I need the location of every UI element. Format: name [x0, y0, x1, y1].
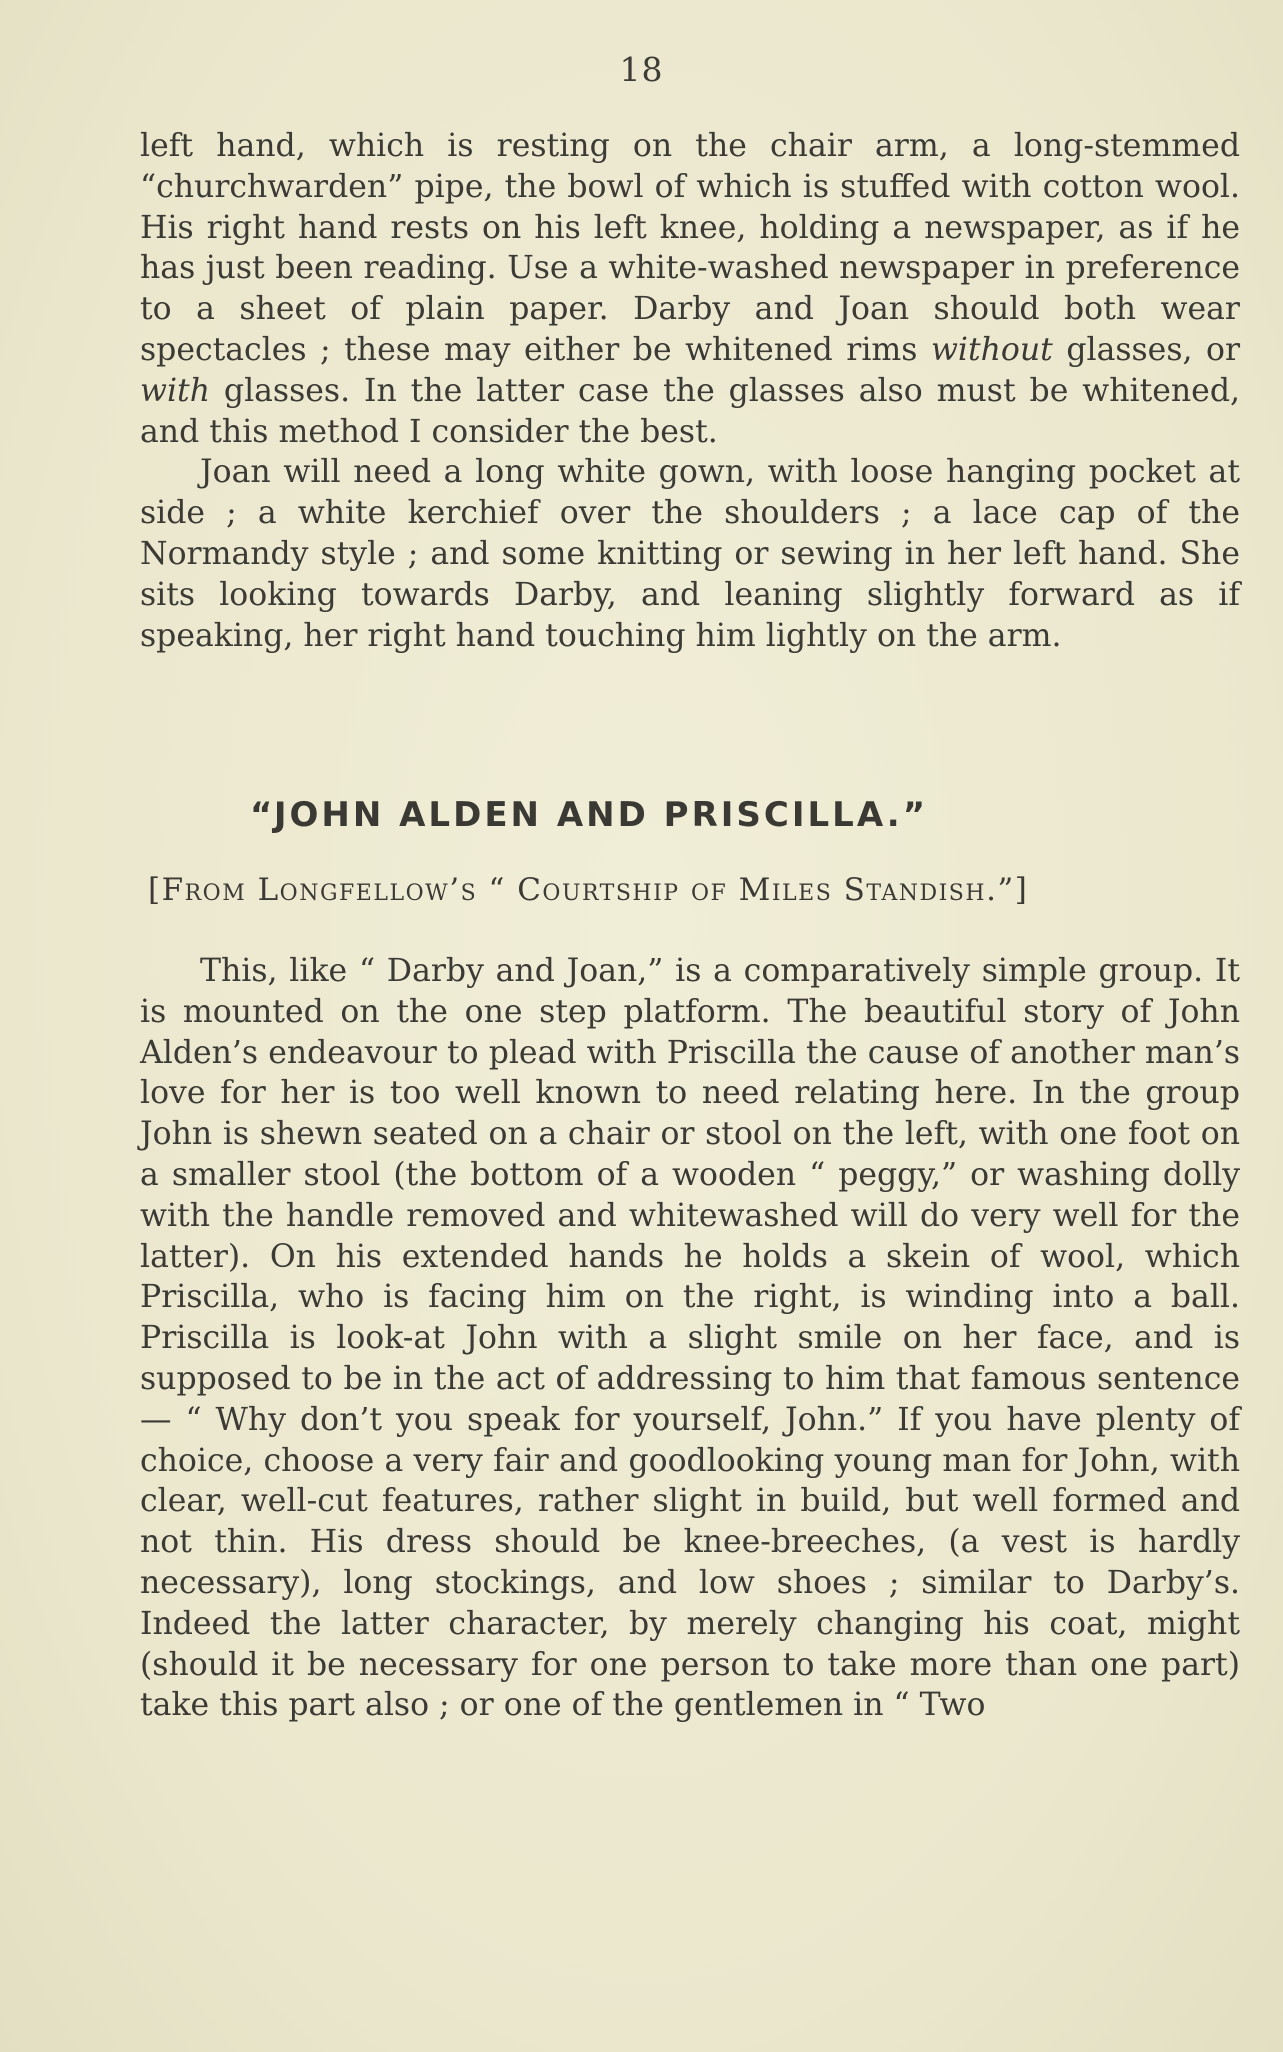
- page-number: 18: [619, 50, 664, 89]
- emphasis-without: without: [930, 331, 1053, 368]
- paragraph-text: glasses. In the latter case the glasses also must be whitened, and this method I consider the best.: [140, 372, 1240, 450]
- section-heading: “JOHN ALDEN AND PRISCILLA.”: [250, 795, 929, 835]
- paragraph-john-alden: This, like “ Darby and Joan,” is a comparatively simple group. It is mounted on the one step platform. The beautiful story of John Alden’s endeavour to plead with Priscilla the cause of another man’s love for her is too well known to need relating here. In the group John is shewn seated on a chair or stool on the left, with one foot on a smaller stool (the bottom of a wooden “ peggy,” or washing dolly with the handle removed and whitewashed will do very well for the latter). On his extended hands he holds a skein of wool, which Priscilla, who is facing him on the right, is winding into a ball. Priscilla is look-at John with a slight smile on her face, and is supposed to be in the act of addressing to him that famous sentence— “ Why don’t you speak for yourself, John.” If you have plenty of choice, choose a very fair and goodlooking young man for John, with clear, well-cut features, rather slight in build, but well formed and not thin. His dress should be knee-breeches, (a vest is hardly necessary), long stockings, and low shoes ; similar to Darby’s. Indeed the latter character, by merely changing his coat, might (should it be necessary for one person to take more than one part) take this part also ; or one of the gentlemen in “ Two: [140, 953, 1240, 1724]
- paragraph-darby-pipe: [140, 126, 1240, 452]
- section-subheading: [From Longfellow’s “ Courtship of Miles Standish.”]: [148, 872, 1029, 908]
- text-block-bottom: [140, 951, 1240, 1726]
- paragraph-text: glasses, or: [1052, 331, 1240, 368]
- text-block-top: [140, 126, 1240, 656]
- paragraph-joan-costume: Joan will need a long white gown, with loose hanging pocket at side ; a white kerchief over the shoulders ; a lace cap of the Normandy style ; and some knitting or sewing in her left hand. She sits looking towards Darby, and leaning slightly forward as if speaking, her right hand touching him lightly on the arm.: [140, 454, 1240, 654]
- emphasis-with: with: [140, 372, 210, 409]
- paragraph-text: left hand, which is resting on the chair arm, a long-stemmed “churchwarden” pipe, the bowl of which is stuffed with cotton wool. His right hand rests on his left knee, holding a newspaper, as if he has just been reading. Use a white-washed newspaper in preference to a sheet of plain paper. Darby and Joan should both wear spectacles ; these may either be whitened rims: [140, 128, 1240, 368]
